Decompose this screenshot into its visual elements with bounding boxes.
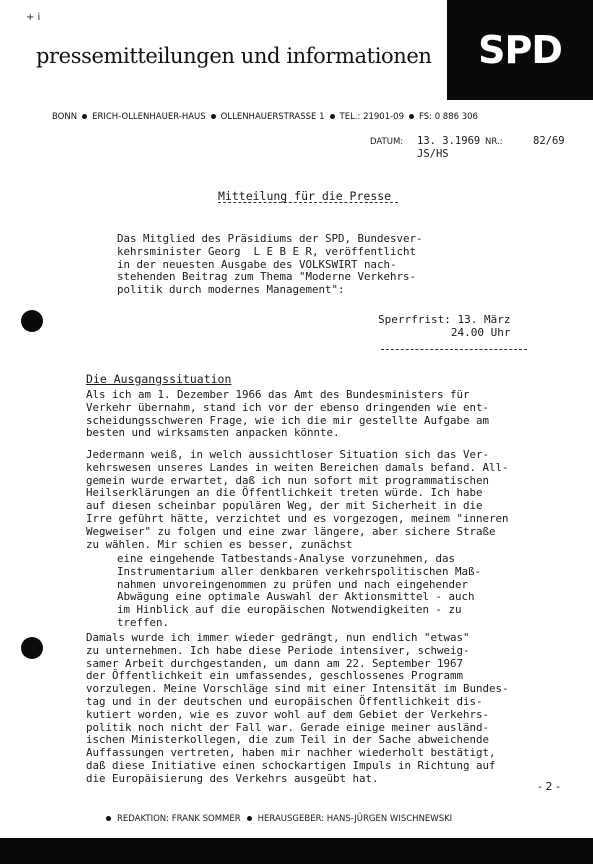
address-line: [52, 112, 592, 122]
bullet-icon: [211, 114, 216, 119]
intro-paragraph: Das Mitglied des Präsidiums der SPD, Bundesver- kehrsminister Georg L E B E R, veröffentlicht in der neuesten Ausgabe des VOLKSWIRT nach- stehenden Beitrag zum Thema "Moderne Verkehrs- politik durch modernes Management":: [117, 232, 423, 297]
footer-herausgeber: HERAUSGEBER: HANS-JÜRGEN WISCHNEWSKI: [257, 814, 453, 824]
paragraph-1: Als ich am 1. Dezember 1966 das Amt des Bundesministers für Verkehr übernahm, stand ich vor der ebenso dringenden wie ent- scheidungsschweren Frage, wie ich die mir gestellte Aufgabe am besten und wirksamsten anpacken könnte.: [86, 388, 490, 440]
release-heading: Mitteilung für die Presse: [218, 189, 392, 203]
bullet-icon: [330, 114, 335, 119]
paragraph-2: Jedermann weiß, in welch aussichtloser Situation sich das Ver- kehrswesen unseres Landes in weiten Bereichen damals befand. All- gemein wurde erwartet, daß ich nun sofort mit programmatischen Heilserklärungen an die Öffentlichkeit treten würde. Ich habe auf diesen scheinbar populären Weg, der mit Sicherheit in die Irre geführt hätte, verzichtet und es vorgezogen, meinem "inneren Wegweiser" zu folgen und eine zwar längere, aber sichere Straße zu wählen. Mir schien es besser, zunächst: [86, 448, 509, 551]
corner-mark: + i: [26, 12, 41, 23]
address-street: OLLENHAUERSTRASSE 1: [220, 112, 325, 122]
initials: JS/HS: [417, 148, 449, 160]
paragraph-3-indented: eine eingehende Tatbestands-Analyse vorzunehmen, das Instrumentarium aller denkbaren verkehrspolitischen Maß- nahmen unvoreingenommen zu prüfen und nach eingehender Abwägung eine optimale Auswahl der Aktionsmittel - auch im Hinblick auf die europäischen Notwendigkeiten - zu treffen.: [117, 552, 482, 629]
bullet-icon: [247, 816, 252, 821]
bullet-icon: [106, 816, 111, 821]
address-telex: FS: 0 886 306: [419, 112, 478, 122]
footer-line: [100, 814, 452, 824]
spd-logo: SPD: [447, 0, 593, 100]
heading-underline: [218, 202, 398, 203]
bullet-icon: [409, 114, 414, 119]
paragraph-4: Damals wurde ich immer wieder gedrängt, nun endlich "etwas" zu unternehmen. Ich habe diese Periode intensiver, schweig- samer Arbeit durchgestanden, um dann am 22. September 1967 der Öffentlichkeit ein umfassendes, geschlossenes Programm vorzulegen. Meine Vorschläge sind mit einer Intensität im Bundes- tag und in der deutschen und europäischen Öffentlichkeit dis- kutiert worden, wie es zuvor wohl auf dem Gebiet der Verkehrs- politik noch nicht der Fall war. Gerade einige meiner ausländ- ischen Ministerkollegen, die zum Teil in der Sache abweichende Auffassungen vertreten, haben mir nachher wiederholt bestätigt, daß diese Initiative einen schockartigen Impuls in Richtung auf die Europäisierung des Verkehrs ausgeübt hat.: [86, 631, 509, 785]
bullet-icon: [82, 114, 87, 119]
section-heading: Die Ausgangssituation: [86, 372, 232, 386]
nr-value: 82/69: [533, 135, 565, 147]
embargo-notice: Sperrfrist: 13. März 24.00 Uhr: [378, 313, 511, 339]
footer-redaktion: REDAKTION: FRANK SOMMER: [117, 814, 241, 824]
datum-value: 13. 3.1969: [417, 135, 481, 147]
masthead-title: pressemitteilungen und informationen: [36, 44, 432, 68]
embargo-underline: [381, 349, 527, 350]
nr-label: NR.:: [485, 137, 503, 147]
address-city: BONN: [52, 112, 78, 122]
punch-hole-top: [21, 310, 43, 332]
address-phone: TEL.: 21901-09: [339, 112, 404, 122]
bottom-border: [0, 838, 593, 864]
address-building: ERICH-OLLENHAUER-HAUS: [92, 112, 206, 122]
punch-hole-bottom: [21, 637, 43, 659]
datum-label: DATUM:: [370, 137, 404, 147]
page-number: - 2 -: [538, 780, 560, 793]
